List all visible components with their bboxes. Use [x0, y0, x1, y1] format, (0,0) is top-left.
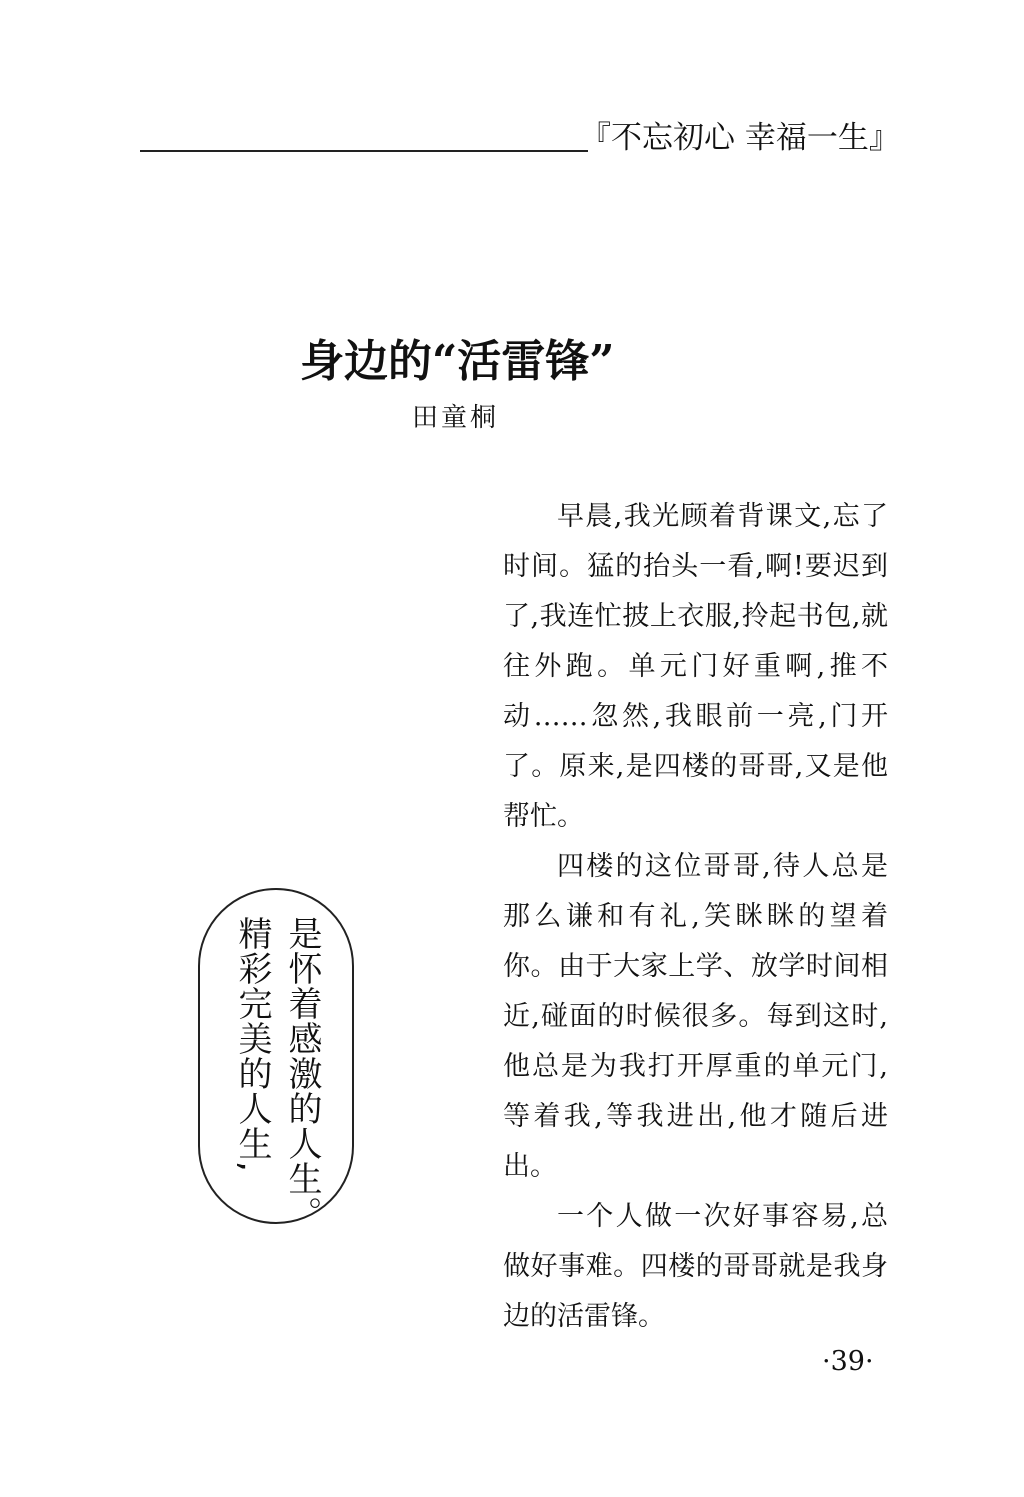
article-body	[503, 492, 888, 1342]
pull-quote-line: 是怀着感激的人生。	[282, 916, 322, 1231]
header-rule	[140, 150, 588, 152]
author-name: 田童桐	[412, 403, 500, 433]
pull-quote-line: 精彩完美的人生,	[232, 916, 272, 1173]
page-number: ·39·	[822, 1346, 874, 1377]
series-title: 『不忘初心 幸福一生』	[580, 120, 900, 156]
pull-quote-box	[198, 888, 354, 1231]
paragraph: 早晨,我光顾着背课文,忘了时间。猛的抬头一看,啊!要迟到了,我连忙披上衣服,拎起书包,就往外跑。单元门好重啊,推不动……忽然,我眼前一亮,门开了。原来,是四楼的哥哥,又是他帮忙。	[503, 501, 888, 832]
paragraph: 一个人做一次好事容易,总做好事难。四楼的哥哥就是我身边的活雷锋。	[503, 1201, 888, 1332]
paragraph: 四楼的这位哥哥,待人总是那么谦和有礼,笑眯眯的望着你。由于大家上学、放学时间相近,碰面的时候很多。每到这时,他总是为我打开厚重的单元门,等着我,等我进出,他才随后进出。	[503, 851, 888, 1182]
article-title: 身边的“活雷锋”	[300, 336, 615, 387]
